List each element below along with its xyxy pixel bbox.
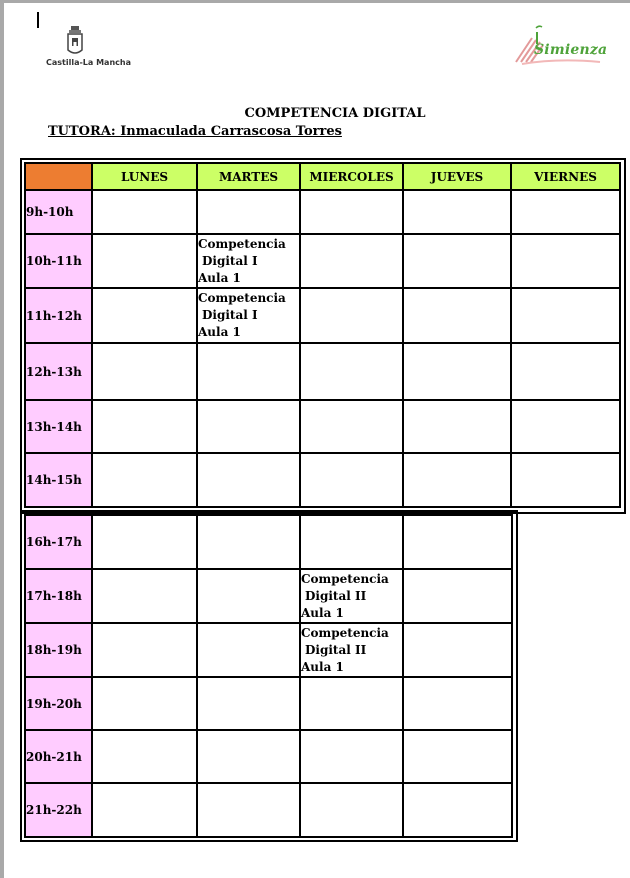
entry-line: Digital II — [305, 642, 367, 657]
empty-cell — [300, 343, 403, 400]
time-slot: 12h-13h — [25, 343, 92, 400]
empty-cell — [403, 400, 511, 453]
empty-cell — [197, 515, 300, 569]
empty-cell — [92, 569, 197, 623]
time-slot: 19h-20h — [25, 677, 92, 730]
document-title: COMPETENCIA DIGITAL — [244, 106, 426, 121]
time-slot: 14h-15h — [25, 453, 92, 507]
empty-cell — [511, 190, 620, 234]
day-header-lunes: LUNES — [92, 163, 197, 190]
empty-cell — [403, 234, 511, 288]
day-header-row — [25, 163, 620, 190]
empty-cell — [300, 190, 403, 234]
table-row — [25, 343, 620, 400]
table-row — [25, 234, 620, 288]
empty-cell — [403, 623, 512, 677]
table-row — [25, 783, 512, 837]
empty-cell — [511, 400, 620, 453]
day-header-jueves: JUEVES — [403, 163, 511, 190]
entry-line: Aula 1 — [301, 659, 344, 674]
castle-seal-icon — [66, 26, 84, 56]
empty-cell — [300, 288, 403, 343]
empty-cell — [403, 515, 512, 569]
table-row — [25, 515, 512, 569]
empty-cell — [92, 288, 197, 343]
class-entry-digital-2 — [300, 623, 403, 677]
time-slot: 13h-14h — [25, 400, 92, 453]
empty-cell — [511, 234, 620, 288]
entry-line: Digital I — [202, 253, 258, 268]
class-entry-digital-1 — [197, 234, 300, 288]
entry-line: Competencia — [198, 236, 286, 251]
empty-cell — [197, 343, 300, 400]
empty-cell — [92, 343, 197, 400]
empty-cell — [197, 190, 300, 234]
time-slot: 21h-22h — [25, 783, 92, 837]
time-slot: 18h-19h — [25, 623, 92, 677]
empty-cell — [197, 730, 300, 783]
entry-line: Aula 1 — [301, 605, 344, 620]
empty-cell — [300, 515, 403, 569]
empty-cell — [300, 453, 403, 507]
time-slot: 17h-18h — [25, 569, 92, 623]
day-header-miercoles: MIERCOLES — [300, 163, 403, 190]
day-header-martes: MARTES — [197, 163, 300, 190]
tutor-line: TUTORA: Inmaculada Carrascosa Torres — [48, 124, 342, 139]
empty-cell — [92, 190, 197, 234]
time-slot: 11h-12h — [25, 288, 92, 343]
empty-cell — [300, 783, 403, 837]
time-slot: 10h-11h — [25, 234, 92, 288]
empty-cell — [92, 623, 197, 677]
simienza-wordmark: Simienza — [534, 42, 608, 58]
empty-cell — [403, 343, 511, 400]
entry-line: Aula 1 — [198, 270, 241, 285]
empty-cell — [197, 677, 300, 730]
class-entry-digital-2 — [300, 569, 403, 623]
table-row — [25, 623, 512, 677]
entry-line: Digital I — [202, 308, 258, 322]
empty-cell — [197, 623, 300, 677]
table-row — [25, 190, 620, 234]
entry-line: Competencia — [301, 571, 389, 586]
table-row — [25, 677, 512, 730]
table-row — [25, 730, 512, 783]
empty-cell — [511, 288, 620, 343]
empty-cell — [403, 288, 511, 343]
table-row — [25, 400, 620, 453]
empty-cell — [511, 343, 620, 400]
empty-cell — [197, 453, 300, 507]
empty-cell — [403, 783, 512, 837]
entry-line: Aula 1 — [198, 325, 241, 339]
empty-cell — [92, 234, 197, 288]
time-slot: 20h-21h — [25, 730, 92, 783]
empty-cell — [300, 730, 403, 783]
empty-cell — [92, 400, 197, 453]
empty-cell — [300, 234, 403, 288]
castilla-la-mancha-logo — [44, 24, 131, 72]
empty-cell — [92, 783, 197, 837]
logo-caption: Castilla-La Mancha — [46, 58, 131, 67]
entry-line: Digital II — [305, 588, 367, 603]
entry-line: Competencia — [198, 291, 286, 305]
empty-cell — [403, 730, 512, 783]
class-entry-digital-1 — [197, 288, 300, 343]
entry-line: Competencia — [301, 625, 389, 640]
table-row — [25, 569, 512, 623]
empty-cell — [403, 190, 511, 234]
empty-cell — [300, 400, 403, 453]
table-row — [25, 288, 620, 343]
empty-cell — [403, 569, 512, 623]
afternoon-schedule-table — [24, 514, 513, 838]
morning-schedule-table — [24, 162, 621, 508]
empty-cell — [197, 569, 300, 623]
time-slot: 16h-17h — [25, 515, 92, 569]
empty-cell — [403, 677, 512, 730]
empty-cell — [92, 453, 197, 507]
empty-cell — [197, 400, 300, 453]
window-left-border — [0, 0, 4, 878]
day-header-viernes: VIERNES — [511, 163, 620, 190]
time-slot: 9h-10h — [25, 190, 92, 234]
empty-cell — [197, 783, 300, 837]
empty-cell — [300, 677, 403, 730]
simienza-logo — [512, 24, 608, 68]
empty-cell — [403, 453, 511, 507]
empty-cell — [511, 453, 620, 507]
text-cursor — [37, 12, 39, 28]
window-top-border — [0, 0, 630, 3]
empty-cell — [92, 730, 197, 783]
empty-cell — [92, 515, 197, 569]
header-corner-cell — [25, 163, 92, 190]
table-row — [25, 453, 620, 507]
empty-cell — [92, 677, 197, 730]
